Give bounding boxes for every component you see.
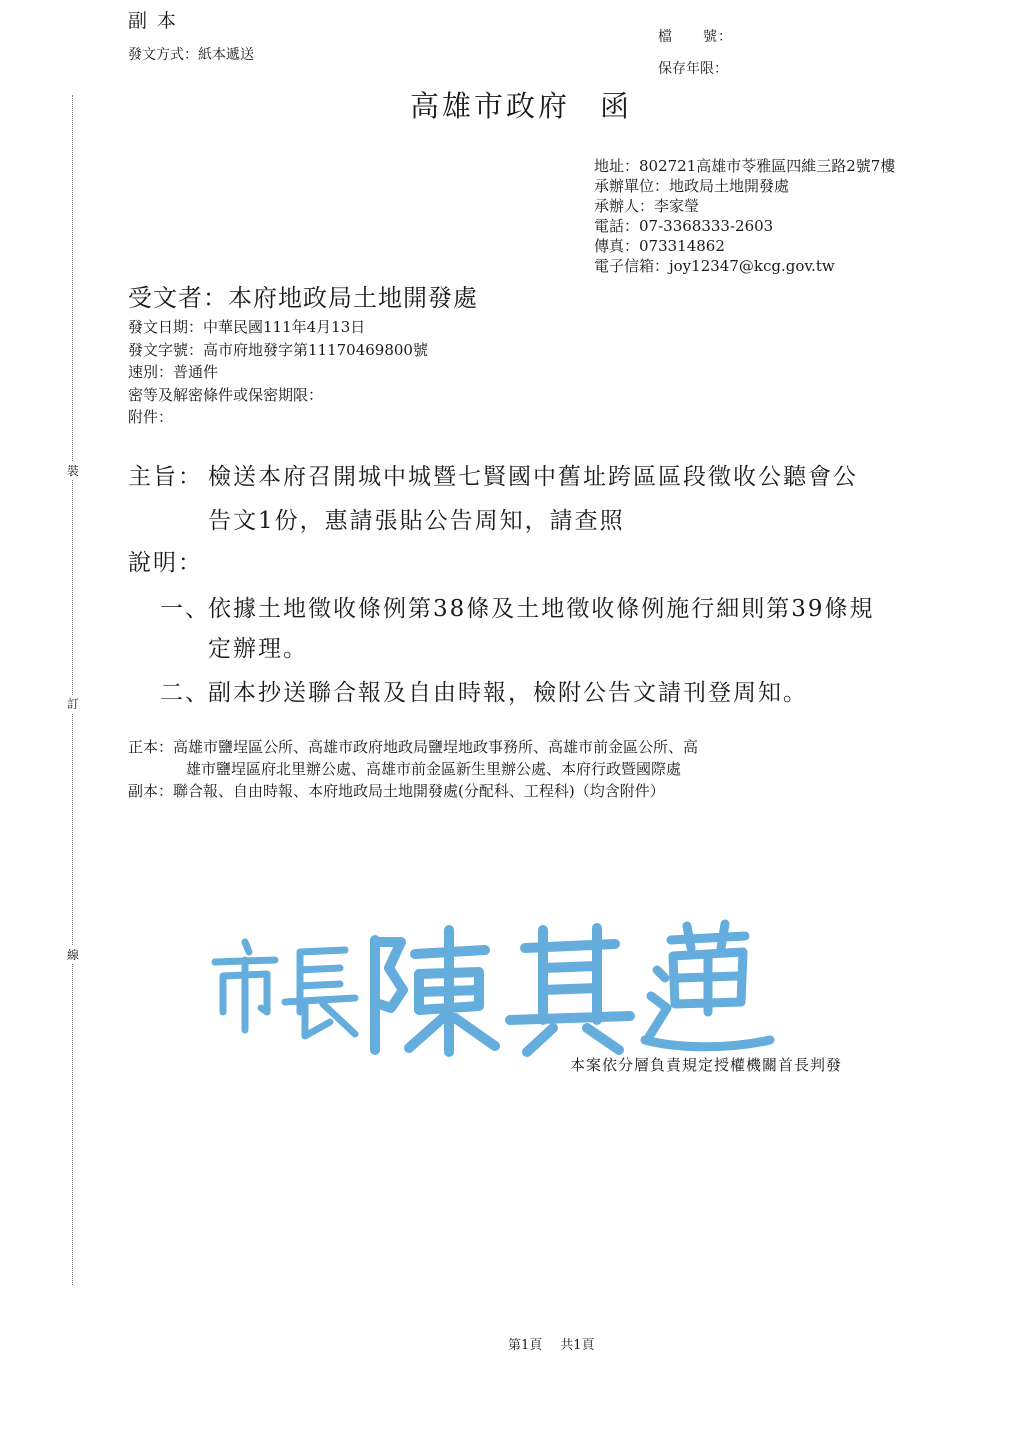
retention-period-field: 保存年限： xyxy=(658,61,728,77)
binding-mark-ding: 訂 xyxy=(64,695,82,713)
secrecy-level: 密等及解密條件或保密期限： xyxy=(128,385,324,404)
binding-mark-zhuang: 裝 xyxy=(64,462,82,480)
contact-handler: 承辦人：李家瑩 xyxy=(594,197,700,215)
recipient: 受文者：本府地政局土地開發處 xyxy=(128,284,478,312)
original-recipients-line2: 雄市鹽埕區府北里辦公處、高雄市前金區新生里辦公處、本府行政暨國際處 xyxy=(186,760,682,778)
distribution-list xyxy=(128,736,698,802)
document-meta xyxy=(128,316,428,429)
subject-text-line1: 檢送本府召開城中城暨七賢國中舊址跨區區段徵收公聽會公 xyxy=(208,464,858,490)
speed-class: 速別：普通件 xyxy=(128,363,219,381)
contact-phone: 電話：07-3368333-2603 xyxy=(594,217,774,235)
issuer-name: 高雄市政府 xyxy=(410,89,571,123)
contact-address: 地址：802721高雄市苓雅區四維三路2號7樓 xyxy=(594,157,896,175)
document-type: 函 xyxy=(600,89,633,123)
explanation-item-1-line2: 定辦理。 xyxy=(208,636,308,662)
copy-label: 副本 xyxy=(128,10,187,32)
explanation-item-2-line1: 副本抄送聯合報及自由時報，檢附公告文請刊登周知。 xyxy=(208,680,808,706)
contact-info xyxy=(594,156,895,276)
subject-label: 主旨： xyxy=(128,464,203,490)
issue-date: 發文日期：中華民國111年4月13日 xyxy=(128,318,366,336)
document-title xyxy=(410,84,632,125)
explanation-item-1-number: 一、 xyxy=(160,596,210,622)
explanation-item-2-number: 二、 xyxy=(160,680,210,706)
subject-text-line2: 告文1份，惠請張貼公告周知，請查照 xyxy=(208,508,625,534)
explanation-item-1-line1: 依據土地徵收條例第38條及土地徵收條例施行細則第39條規 xyxy=(208,596,875,622)
file-number-field: 檔 號： xyxy=(658,29,733,45)
page-number xyxy=(508,1334,595,1353)
copy-recipients: 副本：聯合報、自由時報、本府地政局土地開發處(分配科、工程科)（均含附件） xyxy=(128,782,665,800)
explanation-label: 說明： xyxy=(128,550,203,576)
issue-number: 發文字號：高市府地發字第11170469800號 xyxy=(128,340,428,359)
binding-dotted-line xyxy=(72,95,73,1285)
binding-mark-xian: 線 xyxy=(64,946,82,964)
contact-email: 電子信箱：joy12347@kcg.gov.tw xyxy=(594,257,835,275)
contact-unit: 承辦單位：地政局土地開發處 xyxy=(594,177,790,195)
current-page: 第1頁 xyxy=(508,1338,543,1353)
total-pages: 共1頁 xyxy=(560,1338,595,1353)
original-recipients-line1: 正本：高雄市鹽埕區公所、高雄市政府地政局鹽埕地政事務所、高雄市前金區公所、高 xyxy=(128,738,699,756)
contact-fax: 傳真：073314862 xyxy=(594,237,725,255)
mayor-seal-stamp xyxy=(205,912,775,1062)
delegation-note: 本案依分層負責規定授權機關首長判發 xyxy=(570,1056,843,1074)
attachment-field: 附件： xyxy=(128,408,174,426)
send-method: 發文方式：紙本遞送 xyxy=(128,47,254,63)
